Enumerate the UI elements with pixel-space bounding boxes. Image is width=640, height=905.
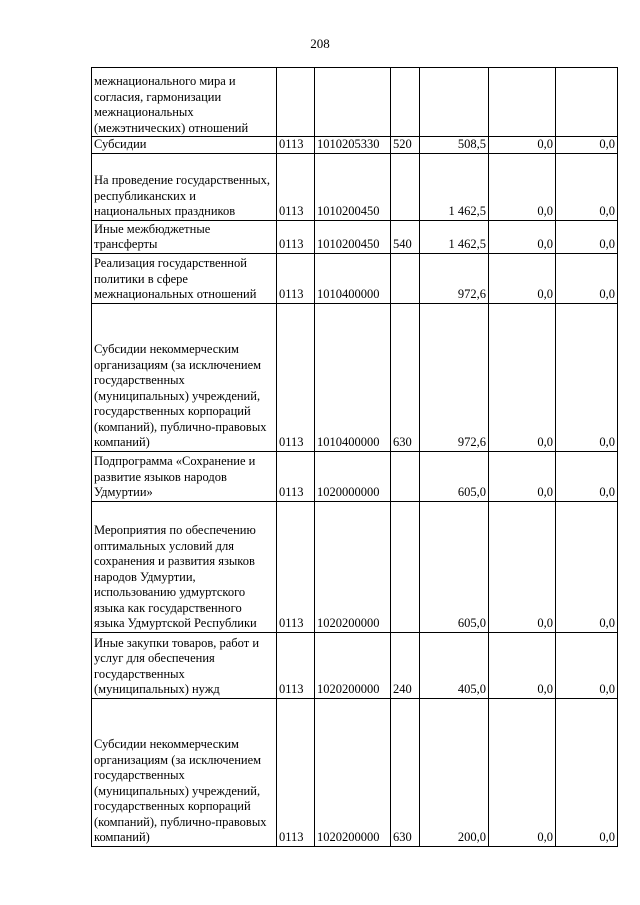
section-code-cell: 0113 (277, 153, 315, 220)
row-name-cell: Реализация государственной политики в сфере межнациональных отношений (92, 253, 277, 303)
section-code-cell: 0113 (277, 501, 315, 632)
expense-type-cell: 630 (391, 698, 420, 846)
amount-cell: 0,0 (489, 220, 556, 253)
amount-cell: 0,0 (556, 451, 618, 501)
table-row (92, 698, 618, 846)
expense-type-cell: 630 (391, 303, 420, 451)
section-code-cell: 0113 (277, 220, 315, 253)
amount-cell: 0,0 (489, 153, 556, 220)
target-article-cell: 1010200450 (315, 153, 391, 220)
target-article-cell: 1020200000 (315, 632, 391, 698)
amount-cell: 605,0 (420, 451, 489, 501)
section-code-cell: 0113 (277, 698, 315, 846)
amount-cell: 972,6 (420, 253, 489, 303)
table-row (92, 153, 618, 220)
amount-cell (556, 68, 618, 137)
table-row (92, 137, 618, 154)
row-name-cell: Иные межбюджетные трансферты (92, 220, 277, 253)
target-article-cell: 1010205330 (315, 137, 391, 154)
row-name-cell: Субсидии некоммерческим организациям (за исключением государственных (муниципальных) учреждений, государственных корпораций (компаний), публично-правовых компаний) (92, 698, 277, 846)
table-row (92, 68, 618, 137)
table-row (92, 632, 618, 698)
target-article-cell: 1020000000 (315, 451, 391, 501)
table-row (92, 451, 618, 501)
amount-cell (489, 68, 556, 137)
expense-type-cell (391, 501, 420, 632)
amount-cell: 200,0 (420, 698, 489, 846)
amount-cell: 0,0 (556, 220, 618, 253)
amount-cell: 405,0 (420, 632, 489, 698)
section-code-cell: 0113 (277, 253, 315, 303)
expense-type-cell (391, 153, 420, 220)
row-name-cell: На проведение государственных, республиканских и национальных праздников (92, 153, 277, 220)
row-name-cell: межнационального мира и согласия, гармонизации межнациональных (межэтнических) отношений (92, 68, 277, 137)
amount-cell: 0,0 (556, 501, 618, 632)
amount-cell: 0,0 (556, 153, 618, 220)
table-row (92, 220, 618, 253)
amount-cell: 1 462,5 (420, 153, 489, 220)
section-code-cell: 0113 (277, 137, 315, 154)
amount-cell: 0,0 (556, 253, 618, 303)
section-code-cell (277, 68, 315, 137)
amount-cell: 0,0 (489, 303, 556, 451)
target-article-cell: 1010400000 (315, 253, 391, 303)
table-row (92, 253, 618, 303)
target-article-cell: 1010400000 (315, 303, 391, 451)
target-article-cell: 1020200000 (315, 501, 391, 632)
amount-cell: 0,0 (489, 632, 556, 698)
section-code-cell: 0113 (277, 632, 315, 698)
table-row (92, 303, 618, 451)
amount-cell (420, 68, 489, 137)
row-name-cell: Субсидии некоммерческим организациям (за исключением государственных (муниципальных) учреждений, государственных корпораций (компаний), публично-правовых компаний) (92, 303, 277, 451)
row-name-cell: Мероприятия по обеспечению оптимальных условий для сохранения и развития языков народов Удмуртии, использованию удмуртского языка как государственного языка Удмуртской Республики (92, 501, 277, 632)
expense-type-cell: 540 (391, 220, 420, 253)
amount-cell: 0,0 (489, 451, 556, 501)
table-row (92, 501, 618, 632)
amount-cell: 605,0 (420, 501, 489, 632)
amount-cell: 972,6 (420, 303, 489, 451)
target-article-cell: 1020200000 (315, 698, 391, 846)
target-article-cell (315, 68, 391, 137)
target-article-cell: 1010200450 (315, 220, 391, 253)
expense-type-cell: 240 (391, 632, 420, 698)
section-code-cell: 0113 (277, 303, 315, 451)
row-name-cell: Субсидии (92, 137, 277, 154)
row-name-cell: Иные закупки товаров, работ и услуг для обеспечения государственных (муниципальных) нужд (92, 632, 277, 698)
amount-cell: 0,0 (556, 698, 618, 846)
expense-type-cell (391, 253, 420, 303)
amount-cell: 0,0 (489, 253, 556, 303)
amount-cell: 0,0 (489, 137, 556, 154)
amount-cell: 0,0 (556, 632, 618, 698)
budget-table (91, 67, 618, 847)
page-number: 208 (310, 36, 330, 51)
amount-cell: 0,0 (489, 501, 556, 632)
amount-cell: 508,5 (420, 137, 489, 154)
amount-cell: 0,0 (556, 137, 618, 154)
amount-cell: 0,0 (556, 303, 618, 451)
expense-type-cell (391, 68, 420, 137)
expense-type-cell (391, 451, 420, 501)
row-name-cell: Подпрограмма «Сохранение и развитие языков народов Удмуртии» (92, 451, 277, 501)
expense-type-cell: 520 (391, 137, 420, 154)
amount-cell: 1 462,5 (420, 220, 489, 253)
section-code-cell: 0113 (277, 451, 315, 501)
amount-cell: 0,0 (489, 698, 556, 846)
